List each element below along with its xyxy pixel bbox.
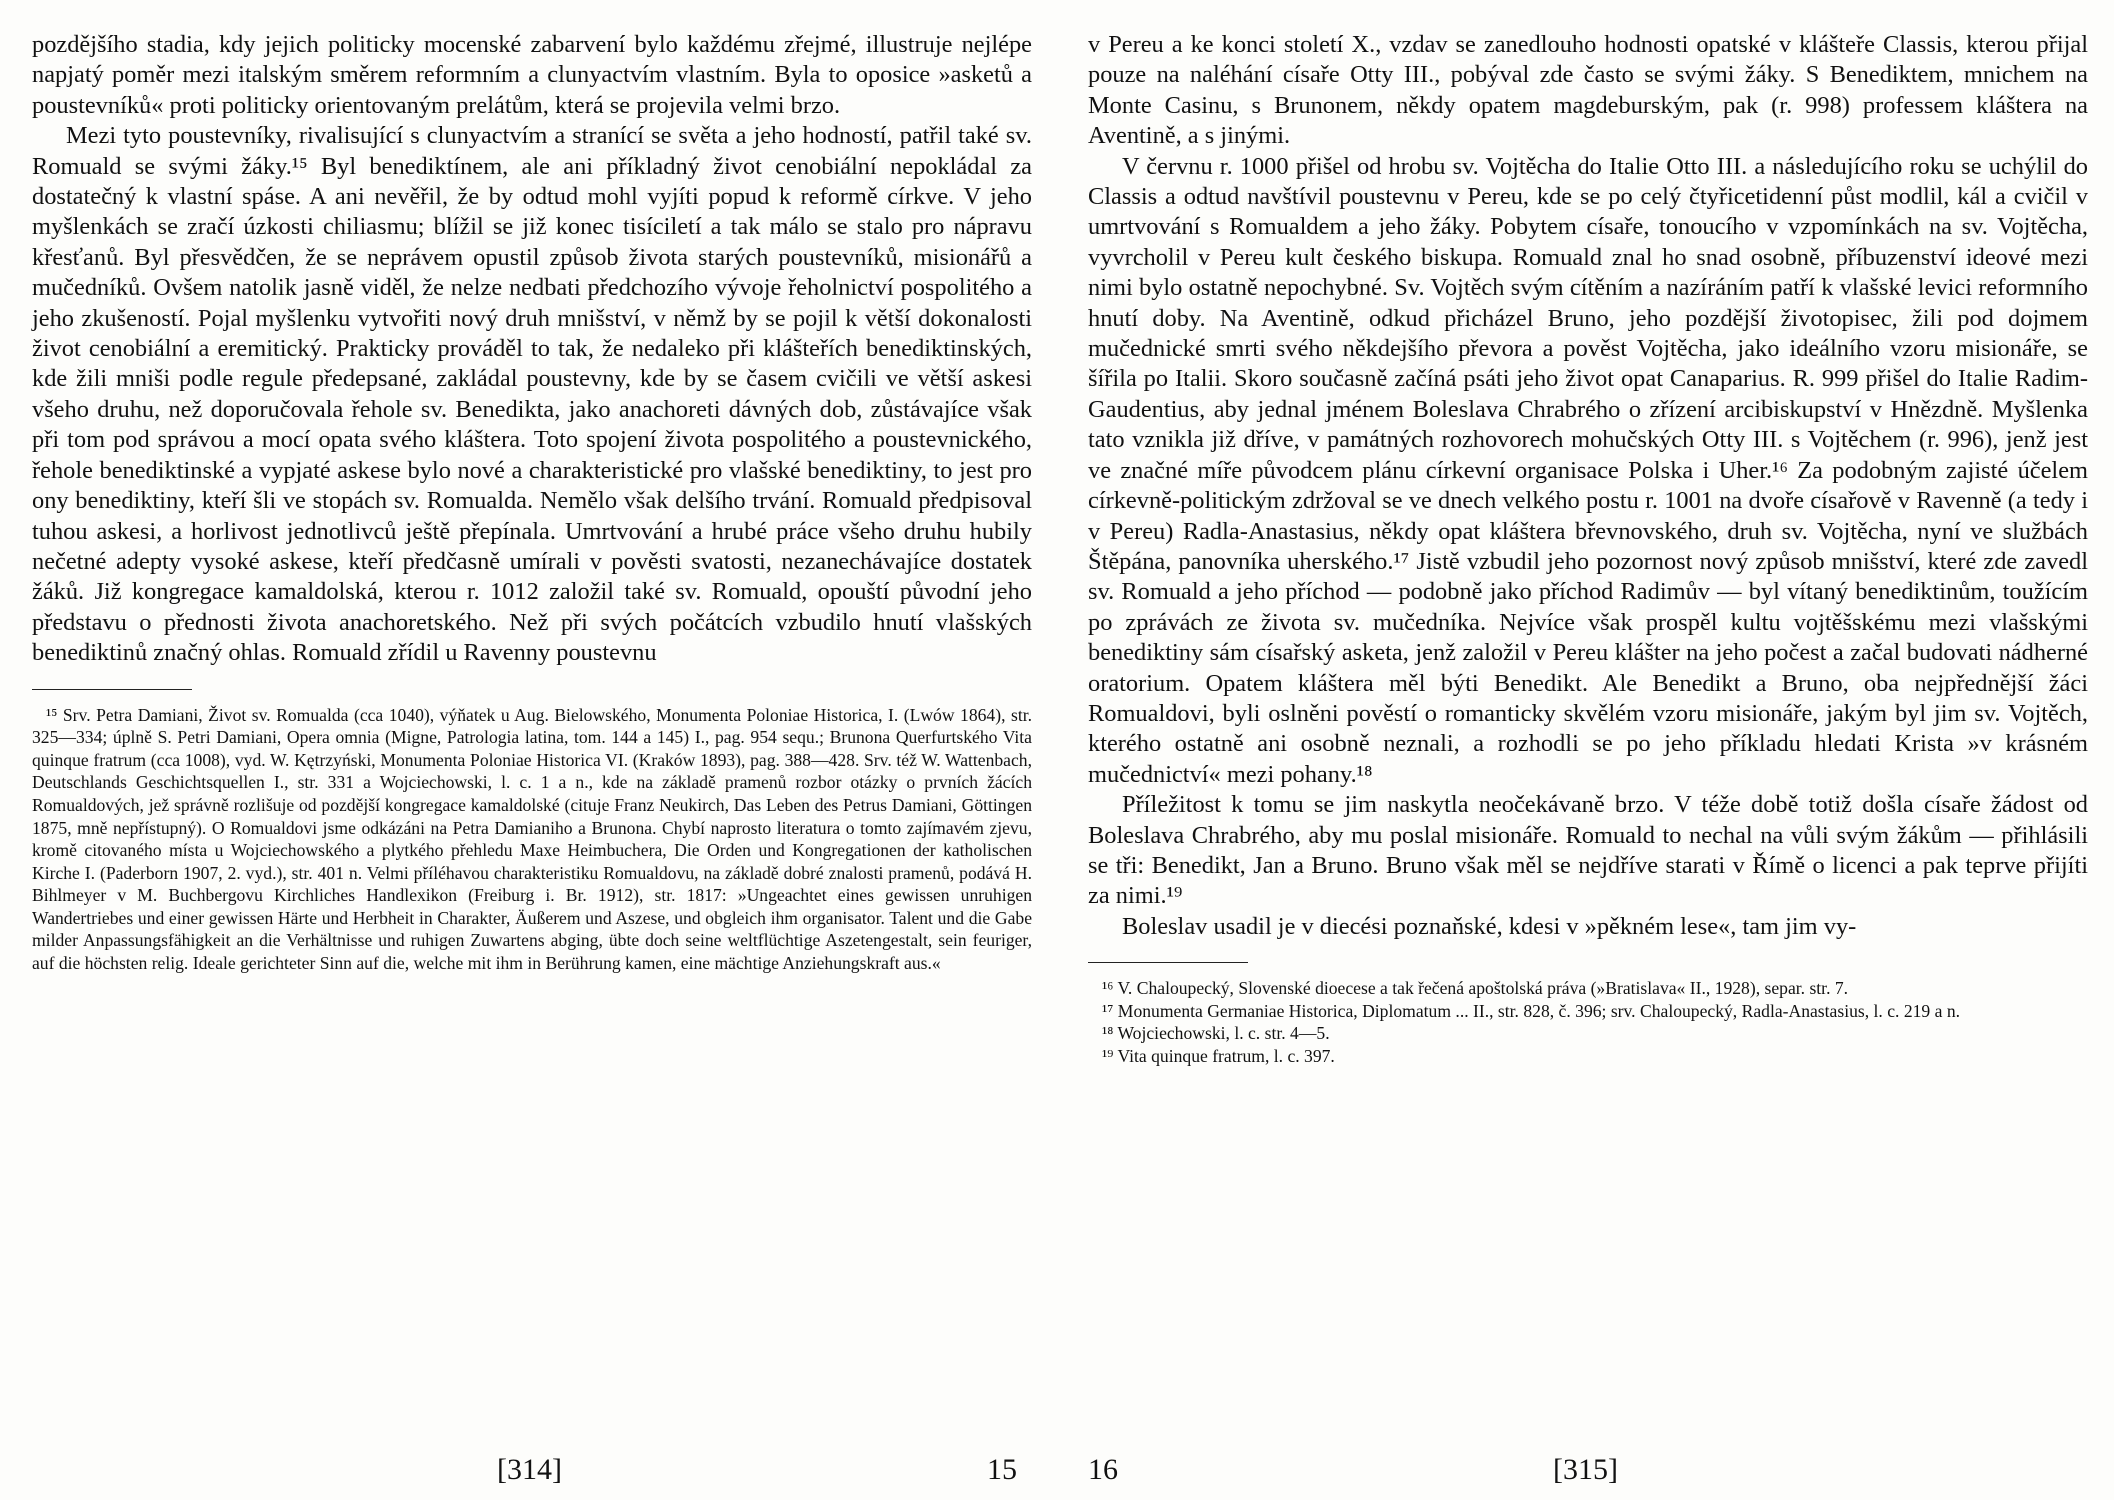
right-paragraph-2: V červnu r. 1000 přišel od hrobu sv. Vojtěcha do Italie Otto III. a následujícího roku se uchýlil do Classis a odtud navštívil poustevnu v Pereu, kde se po celý čtyřicetidenní půst modlil, kál a cvičil v umrtvování s Romualdem a jeho žáky. Pobytem císaře, tonoucího v vzpomínkách na sv. Vojtěcha, vyvrcholil v Pereu kult českého biskupa. Romuald znal ho snad osobně, příbuzenství ideové mezi nimi bylo ostatně nepochybné. Sv. Vojtěch svým cítěním a nazíráním patří k vlašské levici reformního hnutí doby. Na Aventině, odkud přicházel Bruno, jeho pozdější životopisec, žili pod dojmem mučednické smrti svého někdejšího převora a pověst Vojtěcha, jako ideálního vzoru misionáře, se šířila po Italii. Skoro současně začíná psáti jeho život opat Canaparius. R. 999 přišel do Italie Radim-Gaudentius, aby jednal jménem Boleslava Chrabrého o zřízení arcibiskupství v Hnězdně. Myšlenka tato vznikla již dříve, v památných rozhovorech mohučských Otty III. s Vojtěchem (r. 996), jenž jest ve značné míře původcem plánu církevní organisace Polska i Uher.¹⁶ Za podobným zajisté účelem církevně-politickým zdržoval se ve dnech velkého postu r. 1001 na dvoře císařově v Ravenně (a tedy i v Pereu) Radla-Anastasius, někdy opat kláštera břevnovského, druh sv. Vojtěcha, nyní ve službách Štěpána, panovníka uherského.¹⁷ Jistě vzbudil jeho pozornost nový způsob mnišství, které zde zavedl sv. Romuald a jeho příchod — podobně jako příchod Radimův — byl vítaný benediktinům, toužícím po zprávách ze života sv. mučedníka. Nejvíce však prospěl kultu vojtěšskému mezi vlašskými benediktiny sám císařský asketa, jenž založil v Pereu klášter na jeho počest a začal budovati nádherné oratorium. Opatem kláštera měl býti Benedikt. Ale Benedikt a Bruno, oba nejpřednější žáci Romualdovi, byli oslněni pověstí o romanticky skvělém vzoru misionáře, jakým byl jim sv. Vojtěch, kterého ostatně ani osobně neznali, a rozhodli se po jeho příkladu hledati Krista »v krásném mučednictví« mezi pohany.¹⁸ (1088, 152, 2088, 788)
footnote-17: ¹⁷ Monumenta Germaniae Historica, Diplomatum ... II., str. 828, č. 396; srv. Chaloupecký, Radla-Anastasius, l. c. 219 a n. (1102, 1000, 1961, 1021)
page-number-bracketed: [315] (1553, 1453, 1618, 1486)
right-paragraph-4: Boleslav usadil je v diecési poznaňské, kdesi v »pěkném lese«, tam jim vy- (1122, 912, 1857, 940)
left-page (32, 30, 1032, 1490)
page-number-bracketed: [314] (497, 1453, 562, 1486)
right-page (1088, 30, 2088, 1490)
page-number: 16 (1088, 1453, 1118, 1486)
footnote-rule (32, 689, 192, 690)
page-number: 15 (987, 1453, 1017, 1486)
right-body-text (1088, 30, 2088, 942)
footnote-18: ¹⁸ Wojciechowski, l. c. str. 4—5. (1102, 1023, 1330, 1044)
footnote-rule (1088, 962, 1248, 963)
footnote-15: ¹⁵ Srv. Petra Damiani, Život sv. Romualda (cca 1040), výňatek u Aug. Bielowského, Monumenta Poloniae Historica, I. (Lwów 1864), str. 325—334; úplně S. Petri Damiani, Opera omnia (Migne, Patrologia latina, tom. 144 a 145) I., pag. 954 sequ.; Brunona Querfurtského Vita quinque fratrum (cca 1008), vyd. W. Kętrzyński, Monumenta Poloniae Historica VI. (Kraków 1893), pag. 388—428. Srv. též W. Wattenbach, Deutschlands Geschichtsquellen I., str. 331 a Wojciechowski, l. c. 1 a n., kde na základě pramenů rozbor otázky o prvních žácích Romualdových, jež správně rozlišuje od pozdější kongregace kamaldolské (cituje Franz Neukirch, Das Leben des Petrus Damiani, Göttingen 1875, mně nepřístupný). O Romualdovi jsme odkázáni na Petra Damianiho a Brunona. Chybí naprosto literatura o tomto zajímavém zjevu, kromě citovaného místa u Wojciechowského a plytkého přehledu Maxe Heimbuchera, Die Orden und Kongregationen der katholischen Kirche I. (Paderborn 1907, 2. vyd.), str. 401 n. Velmi příléhavou charakteristiku Romualdovu, na základě dobré znalosti pramenů, podává H. Bihlmeyer v M. Buchbergovu Kirchliches Handlexikon (Freiburg i. Br. 1912), str. 1817: »Ungeachtet eines gewissen unruhigen Wandertriebes und einer gewissen Härte und Herbheit in Charakter, Äußerem und Aszese, und obgleich ihm organisator. Talent und die Gabe milder Anpassungsfähigkeit an die Verhältnisse und ruhigen Zuwartens abging, übte doch seine weltflüchtige Aszetengestalt, sein feuriger, auf die höchsten relig. Ideale gerichteter Sinn auf die, welche mit ihm in Berührung kamen, eine mächtige Anziehungskraft aus.« (32, 704, 1032, 974)
left-paragraph-2: Mezi tyto poustevníky, rivalisující s clunyactvím a stranící se světa a jeho hodností, patřil také sv. Romuald se svými žáky.¹⁵ Byl benediktínem, ale ani příkladný život cenobiální nepokládal za dostatečný k vlastní spáse. A ani nevěřil, že by odtud mohl vyjíti popud k reformě církve. V jeho myšlenkách se zračí úzkosti chiliasmu; blížil se již konec tisíciletí a tak málo se stalo pro nápravu křesťanů. Byl přesvědčen, že se neprávem opustil způsob života starých poustevníků, misionářů a mučedníků. Ovšem natolik jasně viděl, že nelze nedbati předchozího vývoje řeholnictví pospolitého a jeho zkušeností. Pojal myšlenku vytvořiti nový druh mnišství, v němž by se pojil k větší dokonalosti život cenobiální a eremitický. Prakticky prováděl to tak, že nedaleko při klášteřích benediktinských, kde žili mniši podle regule předepsané, zakládal poustevny, kde by se časem cvičili ve větší askesi všeho druhu, než doporučovala řehole sv. Benedikta, jako anachoreti dávných dob, zůstávajíce však při tom pod správou a mocí opata svého kláštera. Toto spojení života pospolitého a poustevnického, řehole benediktinské a vypjaté askese bylo nové a charakteristické pro vlašské benediktiny, to jest pro ony benediktiny, kteří šli ve stopách sv. Romualda. Nemělo však delšího trvání. Romuald předpisoval tuhou askesi, a horlivost jednotlivců ještě přepínala. Umrtvování a hrubé práce všeho druhu hubily nečetné adepty vysoké askese, kteří předčasně umírali v pověsti svatosti, nezanechávajíce dostatek žáků. Již kongregace kamaldolská, kterou r. 1012 založil také sv. Romuald, opouští původní jeho představu o přednosti života anachoretského. Než při svých počátcích vzbudilo hnutí vlašských benediktinů značný ohlas. Romuald zřídil u Ravenny poustevnu (32, 122, 1032, 667)
right-footnotes (1088, 977, 2088, 1067)
left-paragraph-1: pozdějšího stadia, kdy jejich politicky mocenské zabarvení bylo každému zřejmé, illustruje nejlépe napjatý poměr mezi italským směrem reformním a clunyactvím vlastním. Byla to oposice »asketů a poustevníků« proti politicky orientovaným prelátům, která se projevila velmi brzo. (32, 31, 1032, 119)
left-footnotes (32, 704, 1032, 975)
footnote-19: ¹⁹ Vita quinque fratrum, l. c. 397. (1102, 1045, 1335, 1066)
right-paragraph-3: Příležitost k tomu se jim naskytla neočekávaně brzo. V téže době totiž došla císaře žádost od Boleslava Chrabrého, aby mu poslal misionáře. Romuald to nechal na vůli svým žákům — přihlásili se tři: Benedikt, Jan a Bruno. Bruno však měl se nejdříve starati v Římě o licenci a pak teprve přijíti za nimi.¹⁹ (1088, 791, 2088, 910)
footnote-16: ¹⁶ V. Chaloupecký, Slovenské dioecese a tak řečená apoštolská práva (»Bratislava« II., 1928), separ. str. 7. (1102, 978, 1849, 999)
left-body-text (32, 30, 1032, 669)
right-paragraph-1: v Pereu a ke konci století X., vzdav se zanedlouho hodnosti opatské v klášteře Classis, kterou přijal pouze na naléhání císaře Otty III., pobýval zde často se svými žáky. S Benediktem, mnichem na Monte Casinu, s Brunonem, někdy opatem magdeburským, pak (r. 998) professem kláštera na Aventině, a s jinými. (1088, 31, 2088, 150)
